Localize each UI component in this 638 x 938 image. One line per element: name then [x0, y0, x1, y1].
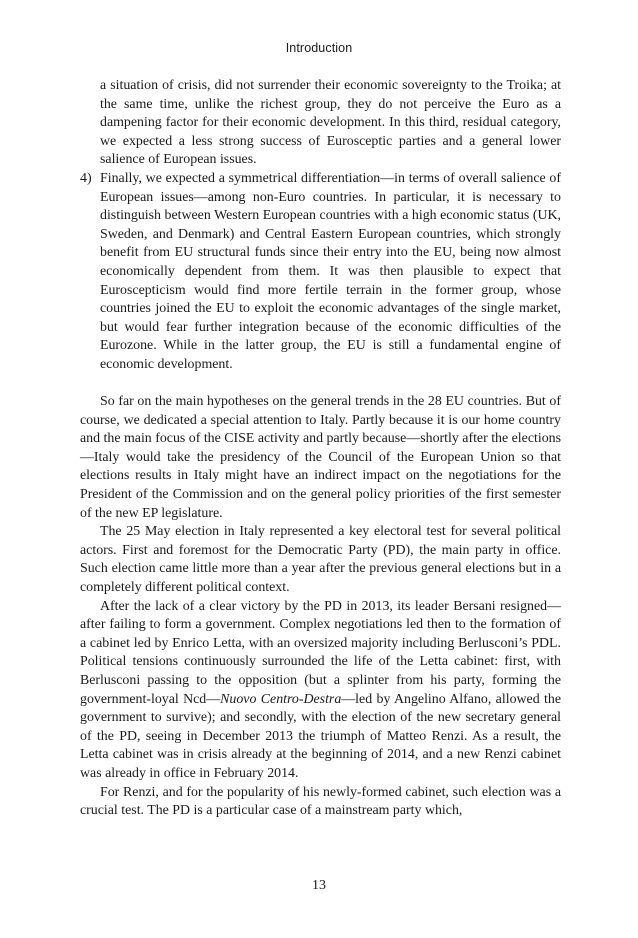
- body-text: [80, 77, 561, 821]
- paragraph-text: —led by Angelino Alfano, allowed the government to survive); and secondly, with the election of the new secretary general of the PD, seeing in December 2013 the triumph of Matteo Renzi. As a result, the Letta cabinet was in crisis already at the beginning of 2014, and a new Renzi cabinet was already in office in February 2014.: [80, 691, 561, 781]
- list-item-3-continuation: [80, 77, 561, 170]
- paragraph: [80, 598, 561, 784]
- list-item-4-number: 4): [80, 170, 92, 186]
- paragraph-text: After the lack of a clear victory by the PD in 2013, its leader Bersani resigned—after failing to form a government. Complex negotiations led then to the formation of a cabinet led by Enrico Letta, with an oversized majority including Berlusconi’s PDL. Political tensions continuously surrounded the life of the Letta cabinet: first, with Berlusconi passing to the opposition (but a splinter from his party, forming the government-loyal Ncd—: [80, 598, 561, 707]
- party-name-italic: Nuovo Centro-Destra: [220, 691, 342, 707]
- list-item-4-text: Finally, we expected a symmetrical differentiation—in terms of overall salience of European issues—among non-Euro countries. In particular, it is necessary to distinguish between Western European countries with a high economic status (UK, Sweden, and Denmark) and Central Eastern European countries, which strongly benefit from EU structural funds since their entry into the EU, being now almost economically dependent from them. It was then plausible to expect that Euroscepticism would find more fertile terrain in the former group, whose countries joined the EU to exploit the economic advantages of the single market, but would fear further integration because of the economic difficulties of the Eurozone. While in the latter group, the EU is still a fundamental engine of economic development.: [100, 170, 561, 372]
- paragraph: The 25 May election in Italy represented a key electoral test for several political actors. First and foremost for the Democratic Party (PD), the main party in office. Such election came little more than a year after the previous general elections but in a completely different political context.: [80, 524, 561, 596]
- paragraph: For Renzi, and for the popularity of his newly-formed cabinet, such election was a crucial test. The PD is a particular case of a mainstream party which,: [80, 784, 561, 819]
- running-title: Introduction: [285, 41, 353, 55]
- list-item-3-text: a situation of crisis, did not surrender their economic sovereignty to the Troika; at the same time, unlike the richest group, they do not perceive the Euro as a dampening factor for their economic development. In this third, residual category, we expected a less strong success of Eurosceptic parties and a general lower salience of European issues.: [100, 78, 561, 168]
- page-number: 13: [312, 878, 326, 893]
- paragraph: So far on the main hypotheses on the general trends in the 28 EU countries. But of course, we dedicated a special attention to Italy. Partly because it is our home country and the main focus of the CISE activity and partly because—shortly after the elections—Italy would take the presidency of the Council of the European Union so that elections results in Italy might have an indirect impact on the negotiations for the President of the Commission and on the general policy priorities of the first semester of the new EP legislature.: [80, 394, 562, 521]
- list-item-4: [80, 170, 561, 375]
